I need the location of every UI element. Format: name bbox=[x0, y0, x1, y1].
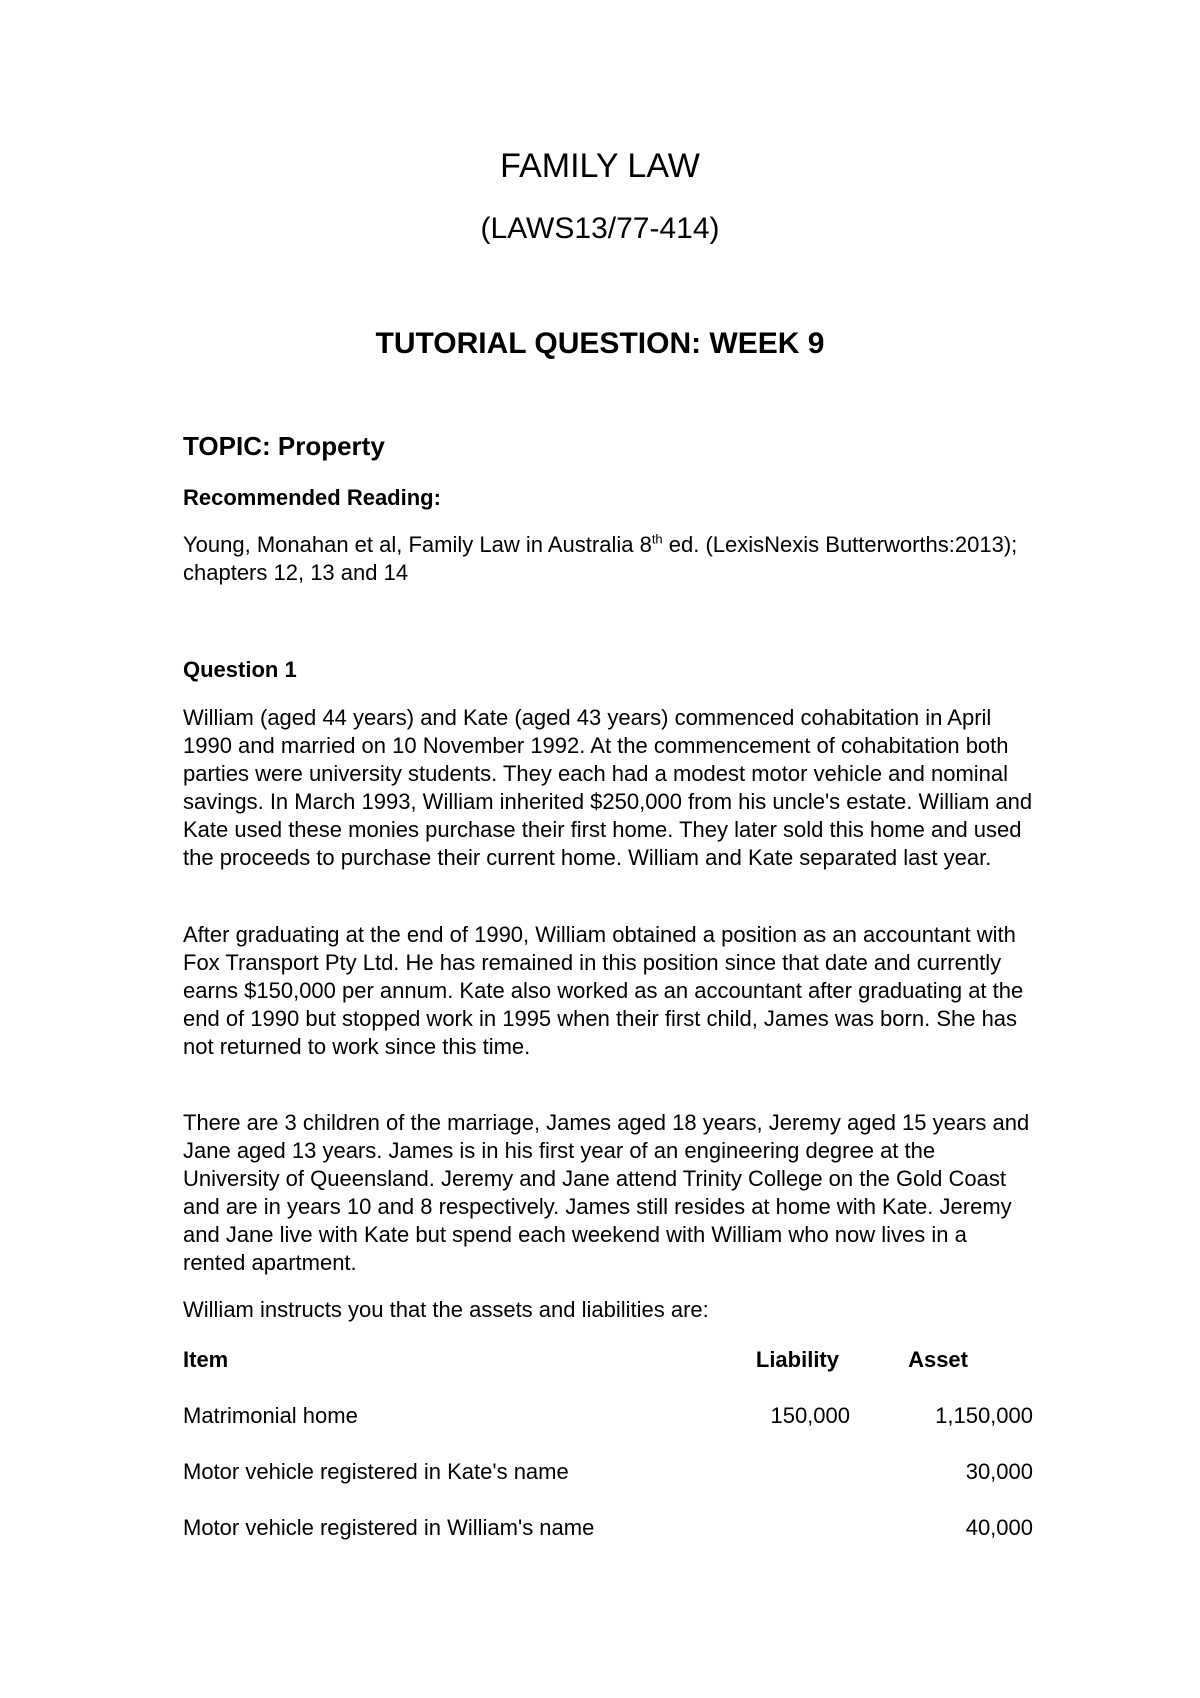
table-row bbox=[183, 1402, 1033, 1458]
liability-cell: 150,000 bbox=[770, 1403, 850, 1428]
course-code: (LAWS13/77-414) bbox=[480, 212, 720, 245]
question-heading: Question 1 bbox=[183, 657, 297, 682]
reading-text-start: Young, Monahan et al, Family Law in Australia 8 bbox=[183, 532, 652, 557]
question-paragraph: After graduating at the end of 1990, William obtained a position as an accountant with Fox Transport Pty Ltd. He has remained in this position since that date and currently earns $150,000 per annum. Kate also worked as an accountant after graduating at the end of 1990 but stopped work in 1995 when their first child, James was born. She has not returned to work since this time. bbox=[183, 922, 1024, 1059]
reading-edition-superscript: th bbox=[651, 531, 663, 547]
item-cell: Matrimonial home bbox=[183, 1403, 358, 1428]
document-title: FAMILY LAW bbox=[500, 147, 700, 185]
reading-text-end: ed. (LexisNexis Butterworths:2013); chapters 12, 13 and 14 bbox=[183, 532, 1018, 585]
item-cell: Motor vehicle registered in William's name bbox=[183, 1515, 595, 1540]
item-column-header: Item bbox=[183, 1347, 229, 1372]
asset-column-header: Asset bbox=[908, 1347, 968, 1372]
asset-cell: 40,000 bbox=[965, 1515, 1033, 1540]
question-paragraph: There are 3 children of the marriage, James aged 18 years, Jeremy aged 15 years and Jane aged 13 years. James is in his first year of an engineering degree at the University of Queensland. Jeremy and Jane attend Trinity College on the Gold Coast and are in years 10 and 8 respectively. James still resides at home with Kate. Jeremy and Jane live with Kate but spend each weekend with William who now lives in a rented apartment. bbox=[183, 1110, 1030, 1275]
table-row bbox=[183, 1514, 1033, 1570]
question-paragraph: William (aged 44 years) and Kate (aged 43 years) commenced cohabitation in April 1990 and married on 10 November 1992. At the commencement of cohabitation both parties were university students. They each had a modest motor vehicle and nominal savings. In March 1993, William inherited $250,000 from his uncle's estate. William and Kate used these monies purchase their first home. They later sold this home and used the proceeds to purchase their current home. William and Kate separated last year. bbox=[183, 705, 1033, 870]
question-paragraph: William instructs you that the assets and liabilities are: bbox=[183, 1297, 709, 1322]
assets-liabilities-table bbox=[183, 1346, 1033, 1570]
recommended-reading-heading: Recommended Reading: bbox=[183, 485, 441, 510]
table-row bbox=[183, 1458, 1033, 1514]
asset-cell: 30,000 bbox=[965, 1459, 1033, 1484]
liability-column-header: Liability bbox=[755, 1347, 839, 1372]
item-cell: Motor vehicle registered in Kate's name bbox=[183, 1459, 569, 1484]
recommended-reading-text bbox=[183, 531, 1033, 587]
tutorial-heading: TUTORIAL QUESTION: WEEK 9 bbox=[375, 327, 825, 360]
table-header-row bbox=[183, 1346, 1033, 1402]
topic-heading: TOPIC: Property bbox=[183, 431, 385, 461]
asset-cell: 1,150,000 bbox=[935, 1403, 1033, 1428]
